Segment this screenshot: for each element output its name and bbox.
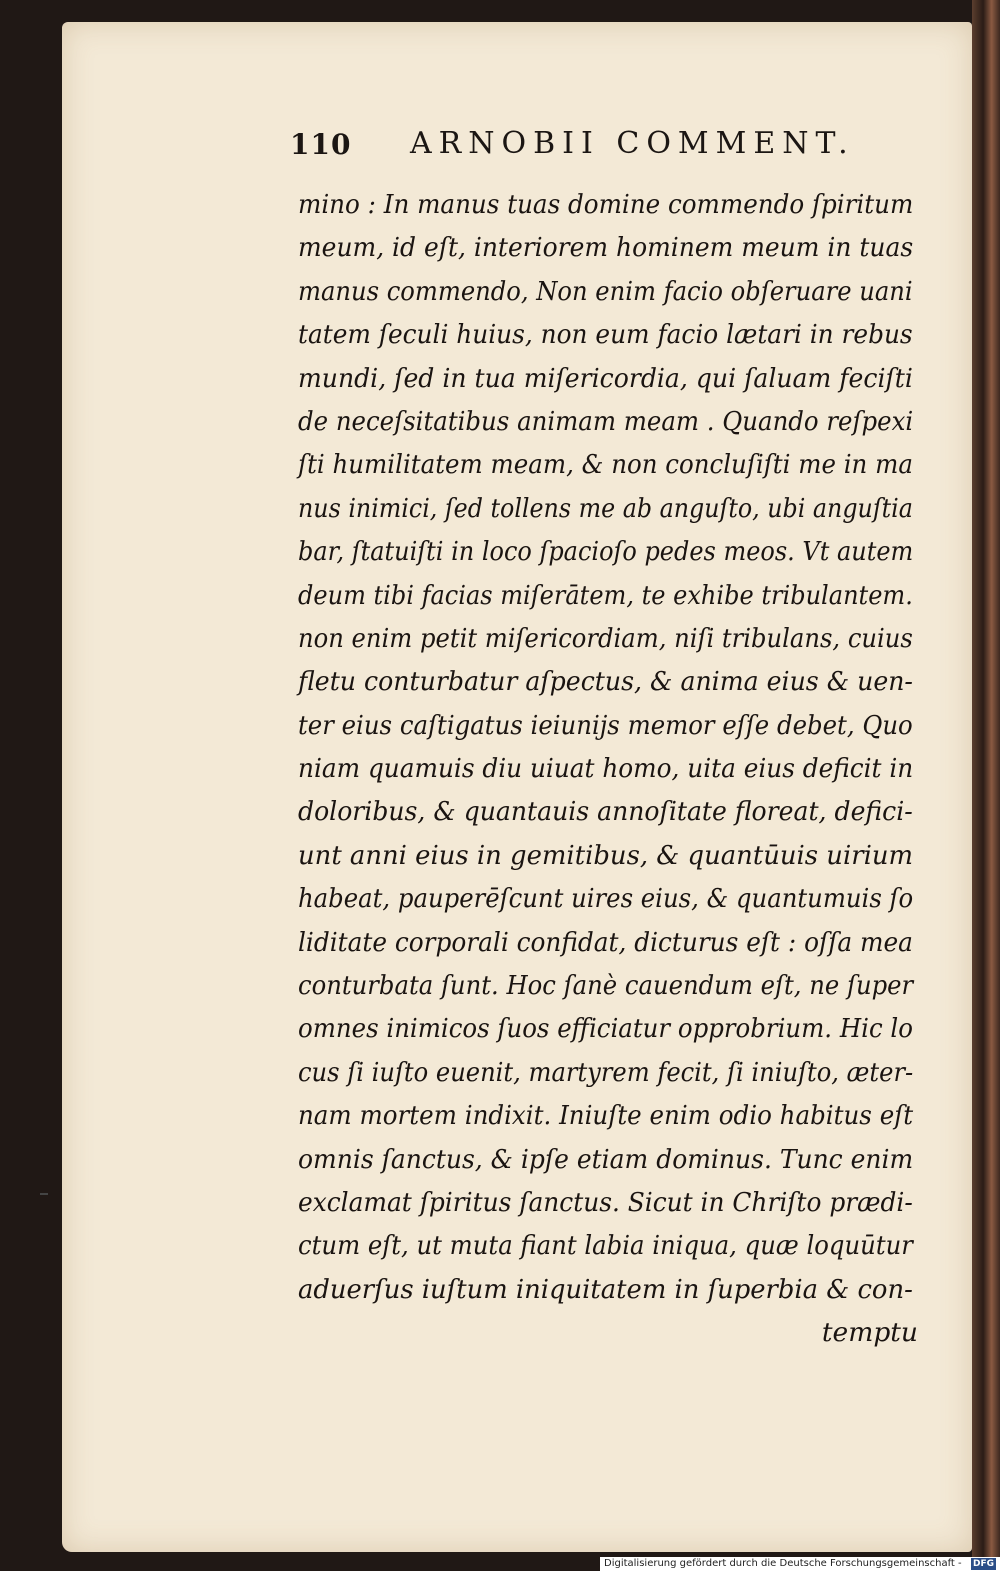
text-line-content: nam mortem indixit. Iniuſte enim odio habitus eſt [298,1100,914,1132]
text-line [298,400,928,443]
text-line-content: meum, id eſt, interiorem hominem meum in tuas [298,232,914,264]
text-line-content: manus commendo, Non enim facio obſeruare uani [298,275,913,307]
text-line [298,660,928,703]
text-line [298,704,928,747]
text-line-content: cus ſi iuſto euenit, martyrem fecit, ſi iniuſto, æter- [298,1056,914,1088]
text-line-content: habeat, pauperēſcunt uires eius, & quantumuis ſo [298,883,914,915]
text-line-content: doloribus, & quantauis annoſitate floreat, defici- [298,796,913,828]
text-line-content: tatem ſeculi huius, non eum facio lætari in rebus [298,319,913,351]
text-line [298,877,928,920]
text-line [298,1051,928,1094]
text-line-content: deum tibi facias miſerātem, te exhibe tribulantem. [298,579,913,611]
running-head: ARNOBII COMMENT. [410,126,855,161]
book-spine-edge [972,0,1000,1560]
text-line [298,834,928,877]
page-number: 110 [290,128,352,161]
text-line [298,183,928,226]
text-line [298,487,928,530]
text-line-content: bar, ſtatuiſti in loco ſpacioſo pedes meos. Vt autem [298,536,914,568]
text-line-content: unt anni eius in gemitibus, & quantūuis uirium [298,839,914,871]
page-header [290,122,890,172]
body-text [298,183,928,1355]
text-line-content: liditate corporali confidat, dicturus eſt : oſſa mea [298,926,913,958]
text-line-content: conturbata ſunt. Hoc ſanè cauendum eſt, ne ſuper [298,970,914,1002]
text-line [298,921,928,964]
text-line [298,1181,928,1224]
text-line-content: exclamat ſpiritus ſanctus. Sicut in Chriſto prædi- [298,1186,913,1218]
text-line-content: aduerſus iuſtum iniquitatem in ſuperbia & con- [298,1273,913,1305]
text-line [298,790,928,833]
text-line [298,1268,928,1311]
dfg-logo: DFG [972,1559,994,1569]
text-line [298,747,928,790]
text-line-content: niam quamuis diu uiuat homo, uita eius deficit in [298,753,914,785]
text-line [298,226,928,269]
text-line [298,1094,928,1137]
text-line [298,964,928,1007]
text-line-content: fletu conturbatur aſpectus, & anima eius & uen- [298,666,913,698]
text-line-content: ſti humilitatem meam, & non concluſiſti me in ma [298,449,913,481]
text-line [298,1007,928,1050]
text-line-content: ctum eſt, ut muta fiant labia iniqua, quæ loquūtur [298,1230,913,1262]
text-line [298,530,928,573]
text-line [298,313,928,356]
margin-mark [40,1193,48,1195]
text-line [298,357,928,400]
funding-credit: Digitalisierung gefördert durch die Deutsche Forschungsgemeinschaft - [604,1558,962,1569]
text-line-content: mino : In manus tuas domine commendo ſpiritum [298,189,914,220]
text-line-content: omnis ſanctus, & ipſe etiam dominus. Tunc enim [298,1143,914,1175]
text-line [298,574,928,617]
text-line [298,617,928,660]
text-line [298,270,928,313]
text-line-content: omnes inimicos ſuos efficiatur opprobrium. Hic lo [298,1013,913,1045]
text-line-content: mundi, ſed in tua miſericordia, qui ſaluam feciſti [298,362,913,394]
text-line-content: ter eius caſtigatus ieiunijs memor eſſe debet, Quo [298,709,913,741]
text-line [298,443,928,486]
text-line [298,1138,928,1181]
catchword: temptu [821,1317,918,1349]
text-line [298,1224,928,1267]
text-line-content: de neceſsitatibus animam meam . Quando reſpexi [298,405,914,437]
text-line-content: nus inimici, ſed tollens me ab anguſto, ubi anguſtia [298,492,913,524]
digitization-footer [600,1557,1000,1571]
text-line-content: non enim petit miſericordiam, niſi tribulans, cuius [298,622,913,654]
